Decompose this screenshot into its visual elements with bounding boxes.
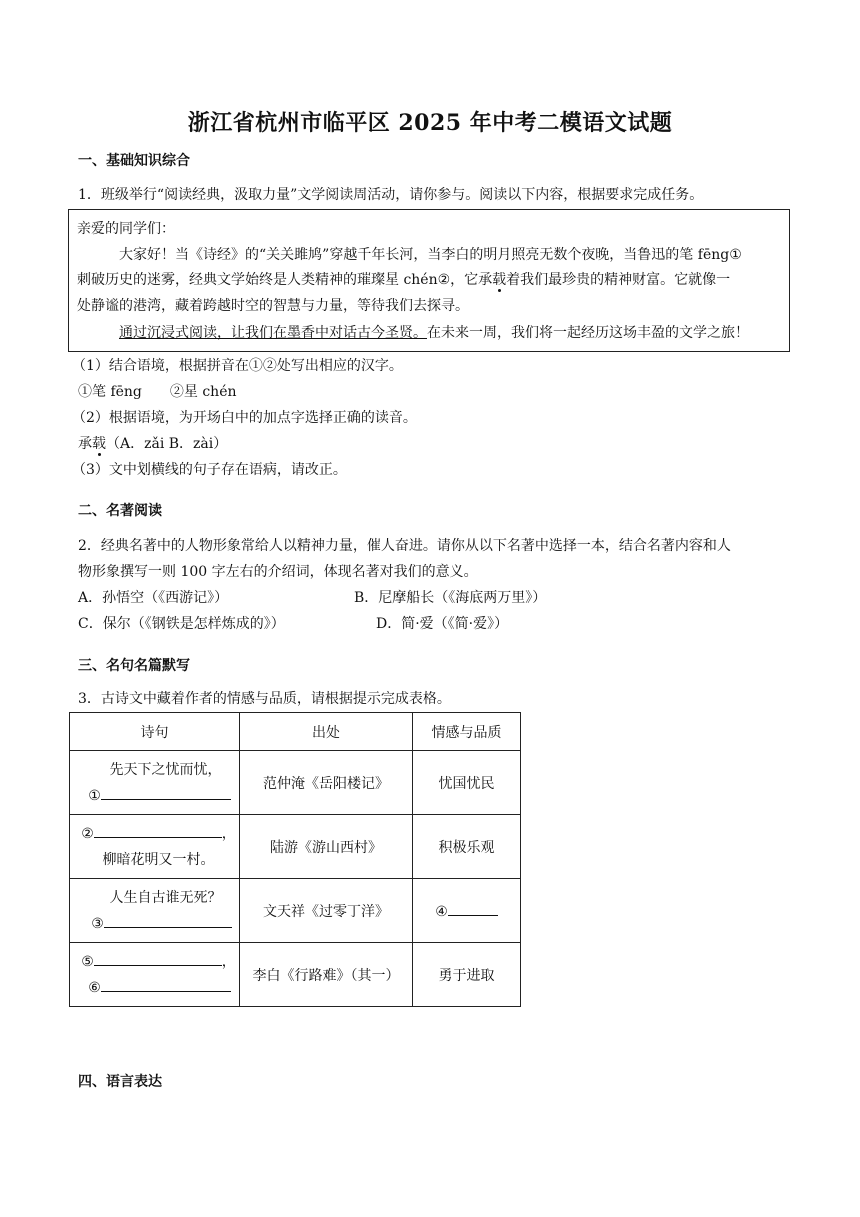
paragraph-1-line-1: 大家好！当《诗经》的“关关雎鸠”穿越千年长河，当李白的明月照亮无数个夜晚，当鲁迅的笔 fēng① xyxy=(119,247,742,263)
sub-question-3: （3）文中划横线的句子存在语病，请改正。 xyxy=(72,462,347,478)
verse-line: 人生自古谁无死？ xyxy=(109,889,222,906)
table-header-row xyxy=(70,713,521,751)
blank-marker: ⑥ xyxy=(88,979,101,996)
table-row xyxy=(70,943,521,1007)
source-cell: 陆游《游山西村》 xyxy=(240,815,413,879)
verse-line xyxy=(78,949,239,975)
answer-blank[interactable] xyxy=(94,951,222,966)
question-2-line-2: 物形象撰写一则 100 字左右的介绍词，体现名著对我们的意义。 xyxy=(78,564,478,580)
verse-cell xyxy=(70,815,240,879)
header-cell: 出处 xyxy=(240,713,413,751)
section-heading-basics: 一、基础知识综合 xyxy=(78,153,190,169)
blank-marker: ② xyxy=(81,825,94,842)
option-c: C．保尔（《钢铁是怎样炼成的》） xyxy=(78,616,285,632)
verse-cell xyxy=(70,943,240,1007)
text-segment: （A．zǎi B．zài） xyxy=(106,436,228,452)
sub-question-1: （1）结合语境，根据拼音在①②处写出相应的汉字。 xyxy=(72,358,403,374)
blank-marker: ③ xyxy=(91,915,104,932)
paragraph-2 xyxy=(119,322,749,342)
source-cell: 文天祥《过零丁洋》 xyxy=(240,879,413,943)
text-segment: 刺破历史的迷雾，经典文学始终是人类精神的璀璨星 chén②，它承 xyxy=(77,272,493,288)
dotted-character: 载 xyxy=(92,436,106,452)
verse-line: 先天下之忧而忧， xyxy=(109,761,222,778)
poem-table xyxy=(69,712,521,1007)
option-a: A．孙悟空（《西游记》） xyxy=(78,590,229,606)
text-segment: 着我们最珍贵的精神财富。它就像一 xyxy=(506,272,731,288)
punctuation: ， xyxy=(221,953,236,970)
source-cell: 李白《行路难》（其一） xyxy=(240,943,413,1007)
answer-blank[interactable] xyxy=(101,785,231,800)
answer-blank[interactable] xyxy=(94,823,222,838)
underlined-sentence: 通过沉浸式阅读，让我们在墨香中对话古今圣贤。 xyxy=(119,325,427,341)
sub-question-2-options xyxy=(78,433,227,453)
answer-blank[interactable] xyxy=(104,913,232,928)
verse-cell xyxy=(70,879,240,943)
answer-blank[interactable] xyxy=(448,901,498,916)
emotion-cell xyxy=(413,879,521,943)
emotion-cell: 忧国忧民 xyxy=(413,751,521,815)
punctuation: ， xyxy=(221,825,236,842)
greeting: 亲爱的同学们： xyxy=(77,221,175,237)
sub-question-1-items: ①笔 fēng ②星 chén xyxy=(78,384,237,400)
question-3-prompt: 3．古诗文中藏着作者的情感与品质，请根据提示完成表格。 xyxy=(78,691,451,707)
section-heading-expression: 四、语言表达 xyxy=(78,1074,162,1090)
answer-blank[interactable] xyxy=(101,977,231,992)
verse-line xyxy=(84,911,239,937)
emotion-cell: 勇于进取 xyxy=(413,943,521,1007)
table-row xyxy=(70,815,521,879)
verse-line: 柳暗花明又一村。 xyxy=(102,851,215,868)
verse-line xyxy=(78,821,239,847)
dotted-character: 载 xyxy=(492,272,507,288)
option-d: D．简·爱（《简·爱》） xyxy=(376,616,509,632)
question-1-prompt: 1．班级举行“阅读经典，汲取力量”文学阅读周活动，请你参与。阅读以下内容，根据要求完成任务。 xyxy=(78,187,704,203)
blank-marker: ① xyxy=(88,787,101,804)
text-segment: 在未来一周，我们将一起经历这场丰盈的文学之旅！ xyxy=(427,325,749,341)
verse-line xyxy=(78,975,239,1001)
sub-question-2: （2）根据语境，为开场白中的加点字选择正确的读音。 xyxy=(72,410,417,426)
verse-line xyxy=(80,783,239,809)
header-cell: 情感与品质 xyxy=(413,713,521,751)
table-row xyxy=(70,879,521,943)
emotion-cell: 积极乐观 xyxy=(413,815,521,879)
text-segment: 承 xyxy=(78,436,92,452)
option-b: B．尼摩船长（《海底两万里》） xyxy=(354,590,547,606)
paragraph-1-line-2 xyxy=(77,269,730,289)
paragraph-1-line-3: 处静谧的港湾，藏着跨越时空的智慧与力量，等待我们去探寻。 xyxy=(77,298,469,314)
blank-marker: ④ xyxy=(435,904,448,920)
section-heading-recitation: 三、名句名篇默写 xyxy=(78,658,190,674)
page-title: 浙江省杭州市临平区 2025 年中考二模语文试题 xyxy=(187,110,673,136)
section-heading-classics: 二、名著阅读 xyxy=(78,503,162,519)
speech-text-box xyxy=(68,209,790,352)
question-2-line-1: 2．经典名著中的人物形象常给人以精神力量，催人奋进。请你从以下名著中选择一本，结合名著内容和人 xyxy=(78,538,731,554)
source-cell: 范仲淹《岳阳楼记》 xyxy=(240,751,413,815)
verse-cell xyxy=(70,751,240,815)
table-row xyxy=(70,751,521,815)
header-cell: 诗句 xyxy=(70,713,240,751)
blank-marker: ⑤ xyxy=(81,953,94,970)
